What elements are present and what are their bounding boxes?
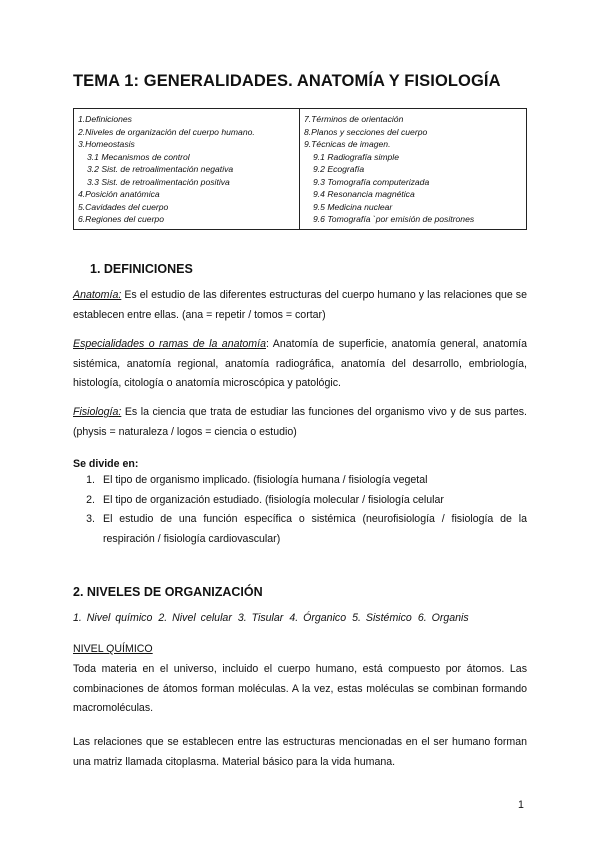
level-item: 6. Organis bbox=[417, 612, 469, 624]
paragraph-nivel-quimico: Toda materia en el universo, incluido el cuerpo humano, está compuesto por átomos. Las combinaciones de átomos forman moléculas. A la vez, estas moléculas se combinan formando macromoléculas. bbox=[73, 663, 527, 714]
term-especialidades: Especialidades o ramas de la anatomía bbox=[73, 338, 266, 350]
paragraph-especialidades bbox=[73, 335, 527, 394]
paragraph-fisiologia bbox=[73, 403, 527, 442]
list-text: El tipo de organismo implicado. (fisiología humana / fisiología vegetal bbox=[103, 474, 428, 486]
toc-item: 9.1 Radiografía simple bbox=[313, 151, 399, 162]
toc-right-column bbox=[300, 109, 526, 229]
toc-item: 8.Planos y secciones del cuerpo bbox=[304, 126, 428, 137]
page-number: 1 bbox=[518, 799, 524, 811]
toc-item: 1.Definiciones bbox=[78, 114, 132, 124]
paragraph-citoplasma: Las relaciones que se establecen entre las estructuras mencionadas en el ser humano forman una matriz llamada citoplasma. Material básico para la vida humana. bbox=[73, 736, 527, 768]
section-heading-niveles: 2. NIVELES DE ORGANIZACIÓN bbox=[73, 585, 263, 599]
level-item: 4. Órganico bbox=[289, 612, 347, 624]
divide-list-item bbox=[73, 471, 527, 491]
list-number: 3. bbox=[86, 513, 95, 525]
level-item: 2. Nivel celular bbox=[158, 612, 232, 624]
levels-list bbox=[73, 612, 475, 624]
level-item: 3. Tisular bbox=[237, 612, 284, 624]
text-anatomia: Es el estudio de las diferentes estructuras del cuerpo humano y las relaciones que se establecen entre ellas. (ana = repetir / tomos = cortar) bbox=[73, 289, 527, 321]
toc-item: 9.Técnicas de imagen. bbox=[304, 139, 391, 149]
section-heading-definiciones: 1. DEFINICIONES bbox=[90, 262, 193, 276]
level-item: 1. Nivel químico bbox=[73, 612, 153, 624]
list-text: El estudio de una función específica o sistémica (neurofisiología / fisiología de la respiración / fisiología cardiovascular) bbox=[103, 513, 527, 545]
text-especialidades: : Anatomía de superficie, anatomía general, anatomía sistémica, anatomía regional, anatomía radiográfica, anatomía del desarrollo, embriología, histología, citología o anatomía microscópica y patológic. bbox=[73, 338, 528, 389]
toc-item: 9.6 Tomografía `por emisión de positrones bbox=[313, 214, 475, 224]
toc-left-column bbox=[74, 109, 300, 229]
divide-list bbox=[73, 471, 527, 549]
divide-list-item bbox=[73, 491, 527, 511]
toc-item: 9.4 Resonancia magnética bbox=[313, 189, 415, 199]
toc-item: 5.Cavidades del cuerpo bbox=[78, 201, 169, 212]
toc-item: 9.3 Tomografía computerizada bbox=[313, 176, 430, 187]
level-item: 5. Sistémico bbox=[352, 612, 412, 624]
table-of-contents bbox=[73, 108, 527, 230]
divide-label: Se divide en: bbox=[73, 458, 139, 470]
toc-item: 3.2 Sist. de retroalimentación negativa bbox=[87, 164, 234, 174]
toc-item: 4.Posición anatómica bbox=[78, 189, 160, 199]
toc-item: 3.Homeostasis bbox=[78, 139, 135, 149]
toc-item: 9.5 Medicina nuclear bbox=[313, 201, 393, 212]
paragraph-anatomia bbox=[73, 286, 527, 325]
list-number: 2. bbox=[86, 493, 95, 506]
toc-item: 6.Regiones del cuerpo bbox=[78, 214, 164, 224]
toc-item: 3.3 Sist. de retroalimentación positiva bbox=[87, 176, 230, 187]
toc-item: 3.1 Mecanismos de control bbox=[87, 151, 190, 162]
divide-list-item bbox=[73, 510, 527, 549]
nivel-quimico-label: NIVEL QUÍMICO bbox=[73, 643, 153, 655]
list-text: El tipo de organización estudiado. (fisiología molecular / fisiología celular bbox=[103, 493, 444, 506]
term-fisiologia: Fisiología: bbox=[73, 406, 122, 418]
toc-item: 7.Términos de orientación bbox=[304, 114, 404, 124]
text-fisiologia: Es la ciencia que trata de estudiar las funciones del organismo vivo y de sus partes. (physis = naturaleza / logos = ciencia o estudio) bbox=[73, 406, 527, 438]
list-number: 1. bbox=[86, 474, 95, 486]
toc-item: 9.2 Ecografía bbox=[313, 164, 365, 174]
page-title: TEMA 1: GENERALIDADES. ANATOMÍA Y FISIOLOGÍA bbox=[73, 72, 501, 90]
toc-item: 2.Niveles de organización del cuerpo humano. bbox=[78, 126, 255, 137]
term-anatomia: Anatomía: bbox=[73, 289, 122, 301]
